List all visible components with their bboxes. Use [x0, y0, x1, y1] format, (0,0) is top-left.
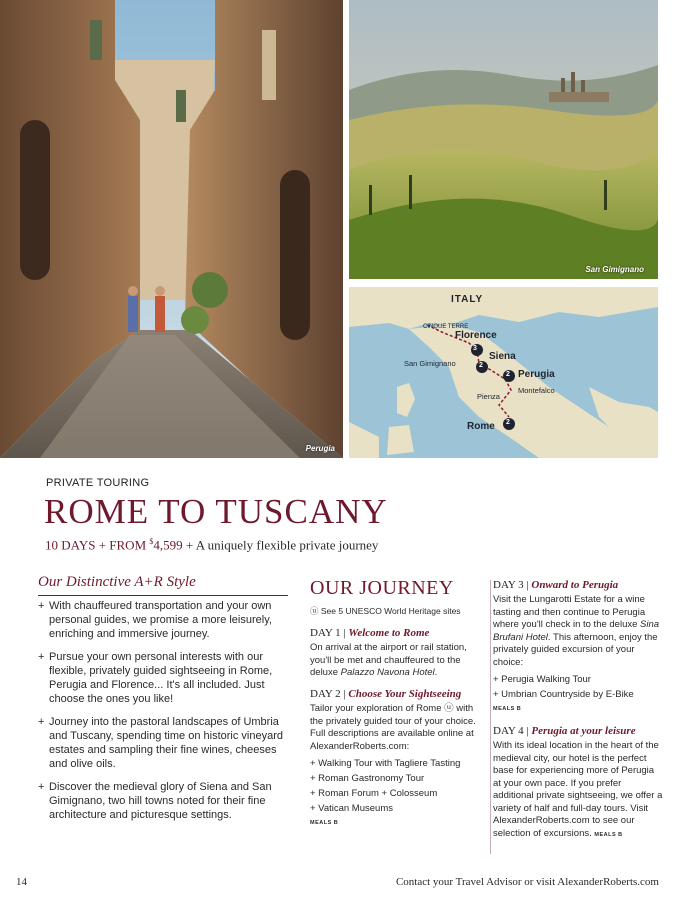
unesco-note	[310, 605, 461, 617]
journey-heading: OUR JOURNEY	[310, 577, 454, 599]
day-4-title: Perugia at your leisure	[531, 725, 636, 737]
page-title: ROME TO TUSCANY	[44, 492, 388, 531]
san-gimignano-caption: San Gimignano	[585, 265, 644, 274]
style-item: + Journey into the pastoral landscapes of Umbria and Tuscany, spending time on historic vineyard estates and sampling their fine wines, cheeses and olive oils.	[38, 715, 290, 771]
day-2-option: + Roman Forum + Colosseum	[310, 788, 438, 799]
day-4	[493, 725, 663, 841]
map-montefalco-label: Montefalco	[518, 386, 555, 395]
style-item: + Pursue your own personal interests with our flexible, privately guided sightseeing in Rome, Perugia and Florence... It's all included. Just choose the ones you like!	[38, 650, 290, 706]
day-3-hotel: Sina Brufani Hotel	[493, 619, 660, 643]
map-san-gimignano-label: San Gimignano	[404, 359, 456, 368]
day-1-hotel: Palazzo Navona Hotel	[340, 667, 435, 678]
perugia-nights: 2	[506, 371, 510, 378]
perugia-caption: Perugia	[305, 444, 335, 453]
page-number: 14	[16, 876, 27, 888]
style-list	[38, 599, 290, 831]
day-1	[310, 627, 482, 680]
day-1-text: On arrival at the airport or rail station, you'll be met and chauffeured to the deluxe	[310, 642, 467, 678]
style-heading: Our Distinctive A+R Style	[38, 574, 196, 590]
kicker: PRIVATE TOURING	[46, 477, 150, 489]
day-2-option: + Vatican Museums	[310, 803, 393, 814]
day-2-title: Choose Your Sightseeing	[348, 688, 462, 700]
map-rome-label: Rome	[467, 421, 495, 432]
day-3-option: + Perugia Walking Tour	[493, 674, 591, 685]
subtitle-currency: $	[149, 537, 154, 546]
footer-contact: Contact your Travel Advisor or visit AlexanderRoberts.com	[395, 876, 659, 888]
map-country-label: ITALY	[451, 294, 484, 305]
style-item: + Discover the medieval glory of Siena and San Gimignano, two hill towns noted for their fine architecture and picturesque settings.	[38, 780, 290, 822]
rome-nights: 2	[506, 419, 510, 426]
siena-nights: 2	[479, 362, 483, 369]
day-2	[310, 688, 482, 830]
day-3-number: DAY 3 |	[493, 579, 532, 591]
subtitle-price: 4,599	[153, 537, 183, 553]
day-1-number: DAY 1 |	[310, 627, 349, 639]
map-pienza-label: Pienza	[477, 392, 500, 401]
day-2-number: DAY 2 |	[310, 688, 349, 700]
map-siena-label: Siena	[489, 351, 516, 362]
day-4-number: DAY 4 |	[493, 725, 532, 737]
day-2-text: Tailor your exploration of Rome ⓤ with the privately guided tour of your choice. Full descriptions are available online at AlexanderRoberts.com:	[310, 703, 476, 752]
day-3-title: Onward to Perugia	[531, 579, 619, 591]
map-florence-label: Florence	[455, 330, 497, 341]
day-2-option: + Roman Gastronomy Tour	[310, 773, 425, 784]
subtitle-tail: + A uniquely flexible private journey	[182, 537, 379, 553]
style-item: + With chauffeured transportation and your own personal guides, we promise a more leisurely, enriching and immersive journey.	[38, 599, 290, 641]
unesco-icon: ⓤ	[310, 606, 321, 616]
day-1-text-end: .	[434, 667, 438, 678]
route-map	[349, 287, 658, 458]
day-2-option: + Walking Tour with Tagliere Tasting	[310, 758, 461, 769]
day-3-text: Visit the Lungarotti Estate for a wine tasting and then continue to Perugia where you'll check in to the deluxe	[493, 594, 646, 630]
subtitle-days: 10 DAYS + FROM	[45, 537, 150, 553]
column-divider	[490, 580, 491, 854]
day-3-meals: MEALS B	[493, 706, 522, 712]
subtitle	[45, 537, 378, 553]
map-cinque-terre-label: CINQUE TERRE	[423, 324, 469, 330]
perugia-street-photo	[0, 0, 343, 458]
map-perugia-label: Perugia	[518, 369, 555, 380]
style-divider	[38, 595, 288, 596]
day-3-text-end: . This afternoon, enjoy the privately guided excursion of your choice:	[493, 631, 658, 668]
san-gimignano-photo	[349, 0, 658, 279]
day-4-text: With its ideal location in the heart of the medieval city, our hotel is the perfect base for experiencing more of Perugia at your own pace. If you prefer additional private sightseeing, we offer a variety of half and full-day tours. Visit AlexanderRoberts.com to see our selection of excursions.	[493, 740, 663, 839]
day-3	[493, 579, 663, 716]
day-3-option: + Umbrian Countryside by E-Bike	[493, 689, 634, 700]
unesco-text: See 5 UNESCO World Heritage sites	[320, 606, 461, 616]
day-1-title: Welcome to Rome	[348, 627, 430, 639]
day-2-meals: MEALS B	[310, 820, 339, 826]
florence-nights: 3	[473, 345, 477, 352]
day-4-meals: MEALS B	[594, 831, 623, 838]
